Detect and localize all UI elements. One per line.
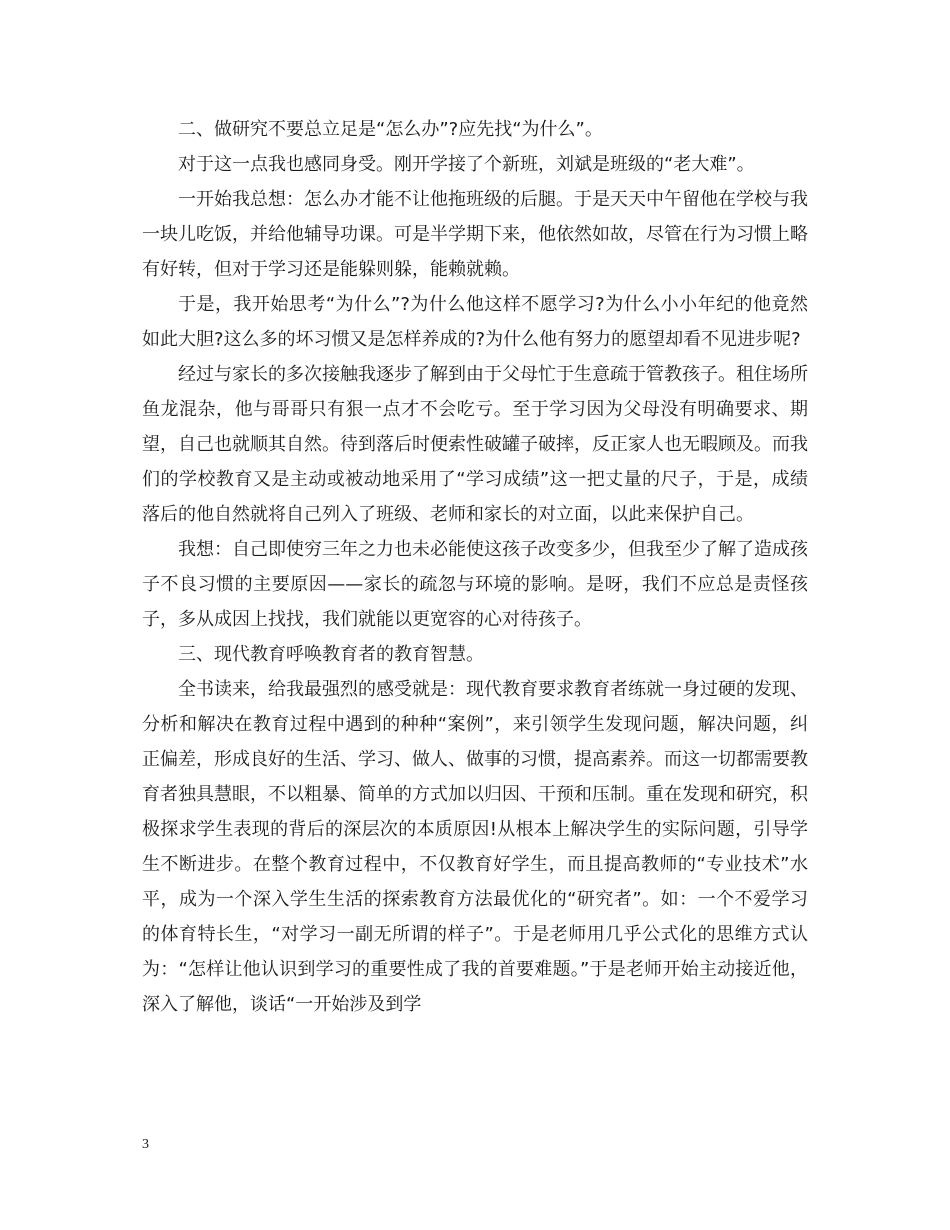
paragraph: 我想：自己即使穷三年之力也未必能使这孩子改变多少，但我至少了解了造成孩子不良习惯的主要原因——家长的疏忽与环境的影响。是呀，我们不应总是责怪孩子，多从成因上找找，我们就能以更宽容的心对待孩子。 <box>142 539 808 630</box>
paragraph: 一开始我总想：怎么办才能不让他拖班级的后腿。于是天天中午留他在学校与我一块儿吃饭，并给他辅导功课。可是半学期下来，他依然如故，尽管在行为习惯上略有好转，但对于学习还是能躲则躲，能赖就赖。 <box>142 189 808 280</box>
paragraph: 三、现代教育呼唤教育者的教育智慧。 <box>178 644 484 665</box>
paragraph: 全书读来，给我最强烈的感受就是：现代教育要求教育者练就一身过硬的发现、分析和解决在教育过程中遇到的种种“案例”，来引领学生发现问题，解决问题，纠正偏差，形成良好的生活、学习、做人、做事的习惯，提高素养。而这一切都需要教育者独具慧眼，不以粗暴、简单的方式加以归因、干预和压制。重在发现和研究，积极探求学生表现的背后的深层次的本质原因!从根本上解决学生的实际问题，引导学生不断进步。在整个教育过程中，不仅教育好学生，而且提高教师的“专业技术”水平，成为一个深入学生生活的探索教育方法最优化的“研究者”。如：一个不爱学习的体育特长生，“对学习一副无所谓的样子”。于是老师用几乎公式化的思维方式认为：“怎样让他认识到学习的重要性成了我的首要难题。”于是老师开始主动接近他，深入了解他，谈话“一开始涉及到学 <box>142 679 808 1015</box>
paragraph: 于是，我开始思考“为什么”?为什么他这样不愿学习?为什么小小年纪的他竟然如此大胆?这么多的坏习惯又是怎样养成的?为什么他有努力的愿望却看不见进步呢? <box>142 294 808 350</box>
page-number: 3 <box>142 1137 149 1152</box>
paragraph: 对于这一点我也感同身受。刚开学接了个新班，刘斌是班级的“老大难”。 <box>178 154 755 175</box>
paragraph: 二、做研究不要总立足是“怎么办”?应先找“为什么”。 <box>178 119 603 140</box>
paragraph: 经过与家长的多次接触我逐步了解到由于父母忙于生意疏于管教孩子。租住场所鱼龙混杂，他与哥哥只有狠一点才不会吃亏。至于学习因为父母没有明确要求、期望，自己也就顺其自然。待到落后时便索性破罐子破摔，反正家人也无暇顾及。而我们的学校教育又是主动或被动地采用了“学习成绩”这一把丈量的尺子，于是，成绩落后的他自然就将自己列入了班级、老师和家长的对立面，以此来保护自己。 <box>142 364 808 525</box>
document-body <box>142 112 808 1022</box>
